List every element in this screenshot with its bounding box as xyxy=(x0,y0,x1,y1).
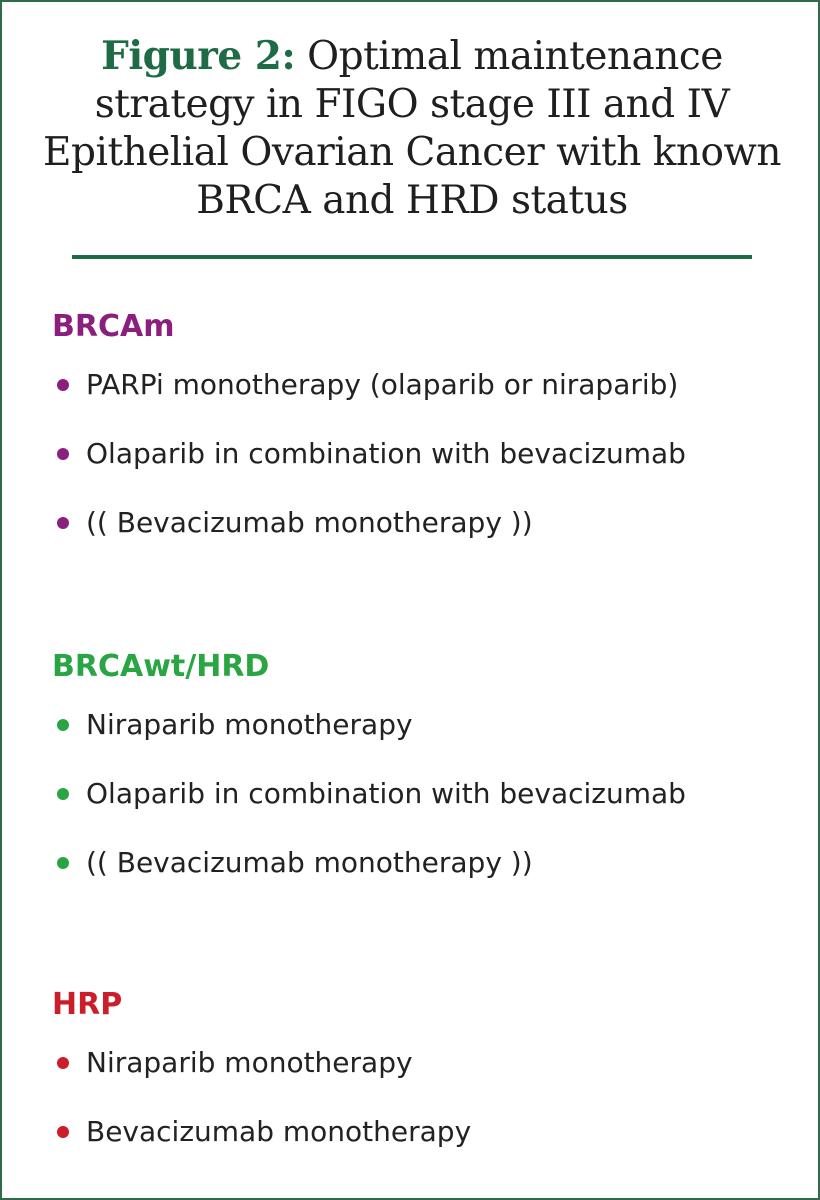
list-item-text: (( Bevacizumab monotherapy )) xyxy=(86,506,533,539)
section-brcam xyxy=(52,304,772,557)
figure-title-text: Optimal maintenance strategy in FIGO stage III and IV Epithelial Ovarian Cancer with known BRCA and HRD status xyxy=(43,34,781,223)
title-divider xyxy=(72,255,752,259)
list-item xyxy=(52,828,772,897)
list-item-text: Olaparib in combination with bevacizumab xyxy=(86,437,686,470)
bullet-icon xyxy=(57,857,69,869)
bullet-icon xyxy=(57,379,69,391)
section-heading-brcawt-hrd: BRCAwt/HRD xyxy=(52,649,270,684)
section-brcawt-hrd xyxy=(52,644,772,897)
bullet-icon xyxy=(57,517,69,529)
list-item-text: PARPi monotherapy (olaparib or niraparib) xyxy=(86,368,679,401)
section-heading-hrp: HRP xyxy=(52,987,123,1022)
list-item xyxy=(52,1028,772,1097)
list-item xyxy=(52,759,772,828)
list-item-text: Niraparib monotherapy xyxy=(86,1046,413,1079)
list-item-text: Niraparib monotherapy xyxy=(86,708,413,741)
bullet-icon xyxy=(57,788,69,800)
list-item-text: Bevacizumab monotherapy xyxy=(86,1115,472,1148)
figure-label: Figure 2: xyxy=(101,33,296,79)
list-item-text: (( Bevacizumab monotherapy )) xyxy=(86,846,533,879)
bullet-icon xyxy=(57,1057,69,1069)
bullet-icon xyxy=(57,719,69,731)
section-heading-brcam: BRCAm xyxy=(52,309,175,344)
list-item xyxy=(52,690,772,759)
bullet-icon xyxy=(57,448,69,460)
bullet-icon xyxy=(57,1126,69,1138)
section-hrp xyxy=(52,982,772,1166)
list-item xyxy=(52,350,772,419)
list-item xyxy=(52,488,772,557)
list-item-text: Olaparib in combination with bevacizumab xyxy=(86,777,686,810)
list-item xyxy=(52,419,772,488)
list-item xyxy=(52,1097,772,1166)
figure-title xyxy=(42,32,782,225)
